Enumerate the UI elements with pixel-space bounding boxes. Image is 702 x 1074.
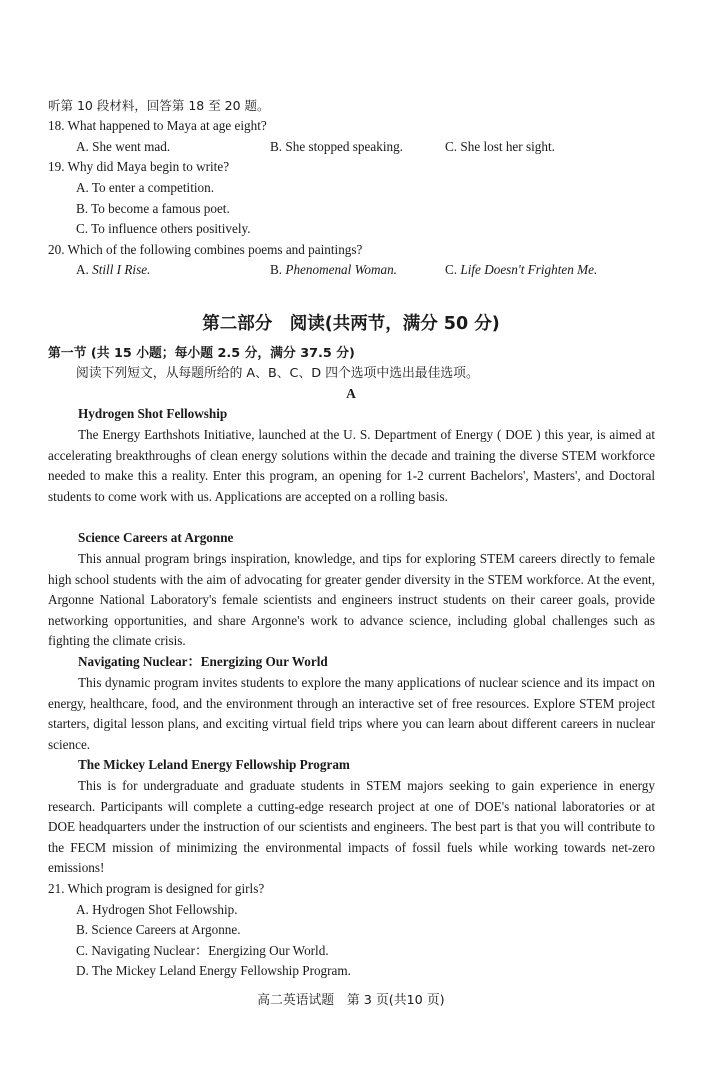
program-heading-2: Science Careers at Argonne bbox=[78, 530, 234, 545]
listening-instruction: 听第 10 段材料，回答第 18 至 20 题。 bbox=[48, 98, 270, 113]
question-number: 19. bbox=[48, 159, 65, 174]
option-18b: B. She stopped speaking. bbox=[270, 139, 403, 154]
option-21b: B. Science Careers at Argonne. bbox=[76, 922, 241, 937]
question-21 bbox=[48, 879, 264, 899]
option-18a: A. She went mad. bbox=[76, 139, 171, 154]
option-20c: C. Life Doesn't Frighten Me. bbox=[445, 262, 598, 277]
option-21c: C. Navigating Nuclear：Energizing Our World. bbox=[76, 943, 329, 958]
option-19c: C. To influence others positively. bbox=[76, 221, 251, 236]
question-18 bbox=[48, 116, 267, 136]
option-21d: D. The Mickey Leland Energy Fellowship Program. bbox=[76, 963, 351, 978]
option-20a: A. Still I Rise. bbox=[76, 262, 151, 277]
question-20 bbox=[48, 240, 362, 260]
program-body-2: This annual program brings inspiration, knowledge, and tips for exploring STEM careers directly to female high school students with the aim of advocating for greater gender diversity in the STEM workforce. At the event, Argonne National Laboratory's female scientists and engineers instruct students on their career goals, provide networking opportunities, and share Argonne's work to advance science, including global challenges such as fighting the climate crisis. bbox=[48, 551, 655, 649]
program-heading-1: Hydrogen Shot Fellowship bbox=[78, 406, 228, 421]
question-number: 21. bbox=[48, 881, 65, 896]
option-18c: C. She lost her sight. bbox=[445, 139, 555, 154]
page-footer: 高二英语试题 第 3 页(共10 页) bbox=[257, 993, 445, 1008]
option-21a: A. Hydrogen Shot Fellowship. bbox=[76, 902, 238, 917]
program-heading-3: Navigating Nuclear：Energizing Our World bbox=[78, 654, 328, 669]
option-19a: A. To enter a competition. bbox=[76, 180, 215, 195]
section-title: 第一节 (共 15 小题；每小题 2.5 分，满分 37.5 分) bbox=[48, 346, 355, 361]
program-body-3: This dynamic program invites students to explore the many applications of nuclear science and its impact on energy, healthcare, food, and the environment through an interactive set of free resources. Explore STEM project starters, digital lesson plans, and exciting virtual field trips where you can learn about different careers in nuclear science. bbox=[48, 675, 655, 752]
question-number: 20. bbox=[48, 242, 65, 257]
reading-instruction: 阅读下列短文，从每题所给的 A、B、C、D 四个选项中选出最佳选项。 bbox=[76, 366, 479, 381]
question-19 bbox=[48, 157, 229, 177]
part2-title: 第二部分 阅读(共两节，满分 50 分) bbox=[202, 314, 500, 334]
question-number: 18. bbox=[48, 118, 65, 133]
option-20b: B. Phenomenal Woman. bbox=[270, 262, 397, 277]
program-body-4: This is for undergraduate and graduate students in STEM majors seeking to gain experience in energy research. Participants will complete a cutting-edge research project at one of DOE's national laboratories or at DOE headquarters under the instruction of our scientists and engineers. The best part is that you will contribute to the FECM mission of minimizing the environmental impacts of fossil fuels while working towards net-zero emissions! bbox=[48, 778, 655, 876]
question-stem: Which program is designed for girls? bbox=[67, 881, 265, 896]
question-stem: Why did Maya begin to write? bbox=[67, 159, 230, 174]
passage-label: A bbox=[346, 386, 356, 401]
question-stem: Which of the following combines poems and paintings? bbox=[67, 242, 363, 257]
program-body-1: The Energy Earthshots Initiative, launched at the U. S. Department of Energy ( DOE ) this year, is aimed at accelerating breakthroughs of clean energy solutions within the decade and training the diverse STEM workforce needed to make this a reality. Enter this program, an opening for 1-2 current Bachelors', Masters', and Doctoral students to come work with us. Applications are accepted on a rolling basis. bbox=[48, 427, 655, 504]
question-stem: What happened to Maya at age eight? bbox=[67, 118, 267, 133]
option-19b: B. To become a famous poet. bbox=[76, 201, 230, 216]
program-heading-4: The Mickey Leland Energy Fellowship Program bbox=[78, 757, 350, 772]
